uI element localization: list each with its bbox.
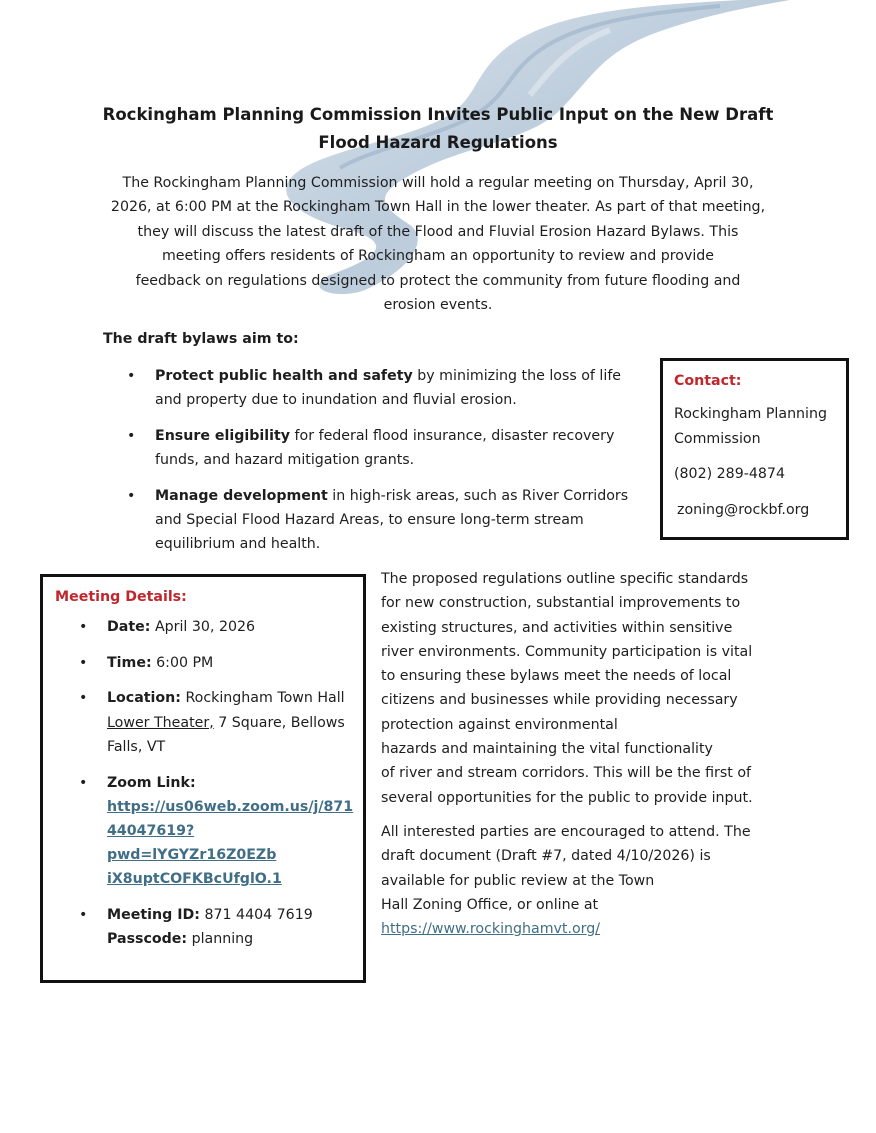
title-line-2: Flood Hazard Regulations (318, 133, 558, 152)
list-item (127, 484, 652, 556)
aims-heading: The draft bylaws aim to: (103, 331, 299, 347)
zoom-label: Zoom Link: (107, 774, 196, 791)
intro-line: meeting offers residents of Rockingham an opportunity to review and provide (161, 248, 715, 265)
meeting-id-label: Meeting ID: (107, 907, 200, 924)
passcode-value: planning (187, 931, 254, 948)
contact-org: Rockingham Planning Commission (674, 406, 827, 447)
aim-bold: Ensure eligibility (155, 428, 291, 444)
intro-line: they will discuss the latest draft of the Flood and Fluvial Erosion Hazard Bylaws. This (137, 223, 739, 240)
zoom-link-line[interactable]: iX8uptCOFKBcUfglO.1 (107, 871, 282, 888)
paragraph-line: for new construction, substantial improvements to (381, 595, 741, 612)
date-label: Date: (107, 619, 151, 635)
list-item (55, 686, 363, 759)
title-line-1: Rockingham Planning Commission Invites Public Input on the New Draft (102, 105, 774, 124)
aim-text: for federal flood insurance, disaster recovery funds, and hazard mitigation grants. (155, 428, 615, 468)
meeting-details-box (40, 574, 366, 983)
aim-bold: Manage development (155, 488, 328, 504)
aim-text: by minimizing the loss of life and property due to inundation and fluvial erosion. (155, 368, 622, 408)
contact-email[interactable]: zoning@rockbf.org (677, 501, 810, 518)
bullet-icon: • (127, 488, 136, 504)
bullet-icon: • (127, 368, 136, 384)
paragraph-line: hazards and maintaining the vital functionality (381, 741, 713, 758)
location-address: 7 Square, Bellows Falls, VT (107, 714, 345, 755)
zoom-link-line[interactable]: https://us06web.zoom.us/j/871 (107, 798, 354, 815)
list-item (55, 651, 363, 675)
bullet-icon: • (79, 907, 88, 924)
time-value: 6:00 PM (151, 654, 214, 671)
paragraph-line: river environments. Community participation is vital (381, 643, 753, 660)
intro-line: The Rockingham Planning Commission will hold a regular meeting on Thursday, April 30, (122, 175, 754, 191)
location-venue: Lower Theater, (107, 714, 214, 731)
meeting-heading: Meeting Details: (55, 589, 187, 605)
paragraph-line: Hall Zoning Office, or online at (381, 896, 599, 913)
location-label: Location: (107, 690, 181, 707)
intro-line: 2026, at 6:00 PM at the Rockingham Town Hall in the lower theater. As part of that meeting, (110, 199, 766, 216)
paragraph-line: to ensuring these bylaws meet the needs of local (381, 668, 732, 685)
meeting-list (55, 615, 363, 951)
date-value: April 30, 2026 (150, 619, 256, 635)
paragraph-line: citizens and businesses while providing necessary (381, 692, 738, 709)
paragraph-line: existing structures, and activities within sensitive (381, 619, 733, 636)
time-label: Time: (107, 654, 152, 671)
bullet-icon: • (79, 690, 88, 707)
intro-line: feedback on regulations designed to protect the community from future flooding and (135, 272, 741, 289)
list-item (127, 364, 652, 412)
location-value: Rockingham Town Hall (180, 690, 345, 707)
contact-phone: (802) 289-4874 (674, 466, 785, 482)
paragraph-line: All interested parties are encouraged to attend. The (381, 824, 751, 840)
intro-line: erosion events. (383, 297, 493, 314)
paragraph-line: draft document (Draft #7, dated 4/10/2026) is (381, 848, 711, 865)
zoom-link-line[interactable]: 44047619?pwd=lYGYZr16Z0EZb (107, 822, 277, 864)
paragraph-line: of river and stream corridors. This will be the first of (381, 765, 752, 782)
contact-heading: Contact: (674, 373, 742, 389)
aims-list (127, 364, 652, 568)
meeting-id-value: 871 4404 7619 (199, 907, 313, 924)
paragraph-line: The proposed regulations outline specific standards (381, 571, 749, 587)
bullet-icon: • (79, 619, 88, 635)
contact-box (660, 358, 849, 540)
intro-paragraph (78, 171, 798, 317)
website-link[interactable]: https://www.rockinghamvt.org/ (381, 921, 601, 938)
bullet-icon: • (79, 774, 88, 791)
aim-bold: Protect public health and safety (155, 368, 413, 384)
list-item (55, 771, 363, 892)
bullet-icon: • (127, 428, 136, 444)
list-item (55, 903, 363, 951)
list-item (127, 424, 652, 472)
passcode-label: Passcode: (107, 931, 188, 948)
regulations-paragraph (381, 567, 781, 810)
list-item (55, 615, 363, 639)
paragraph-line: several opportunities for the public to provide input. (381, 789, 753, 806)
paragraph-line: available for public review at the Town (381, 872, 655, 889)
bullet-icon: • (79, 654, 88, 671)
zoom-link[interactable] (107, 799, 353, 888)
attend-paragraph (381, 820, 781, 941)
page-title (60, 101, 816, 157)
aim-text: in high-risk areas, such as River Corridors and Special Flood Hazard Areas, to ensure long-term stream equilibrium and health. (155, 488, 629, 552)
paragraph-line: protection against environmental (381, 716, 618, 733)
